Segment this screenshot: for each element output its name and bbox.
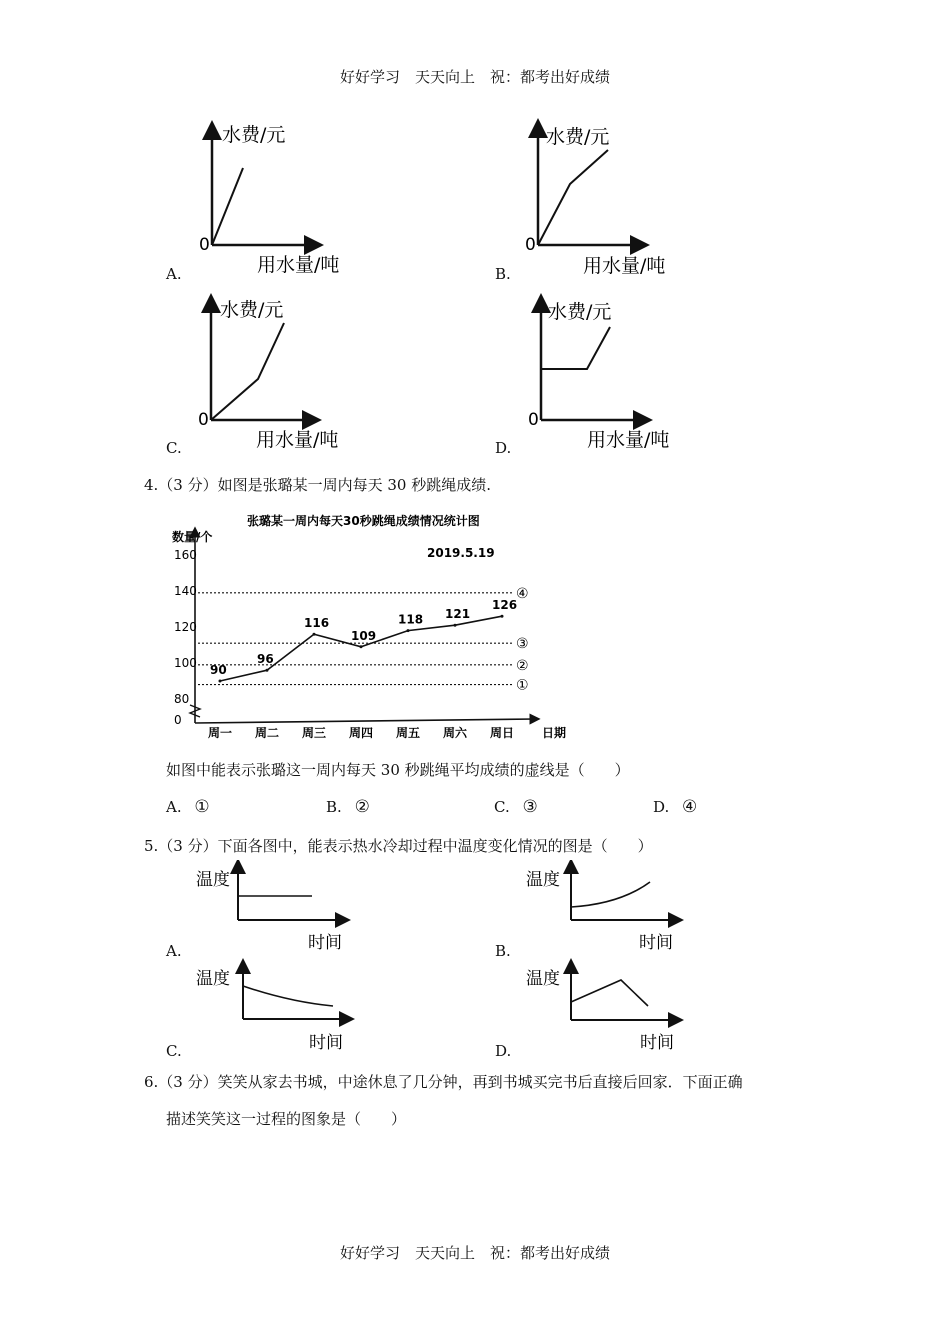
chart-xlabel: 日期: [542, 726, 567, 740]
x-tick-label: 周一: [208, 726, 233, 740]
data-label: 96: [257, 652, 274, 667]
chart-date: 2019.5.19: [427, 546, 495, 560]
q6-line1: 6.（3 分）笑笑从家去书城，中途休息了几分钟，再到书城买完书后直接后回家．下面正确: [144, 1073, 743, 1091]
q4-option-a-text: ①: [194, 797, 210, 817]
q5-option-b[interactable]: B.: [495, 942, 511, 960]
data-label: 90: [210, 663, 227, 677]
data-label: 121: [445, 607, 471, 622]
x-tick-label: 周五: [396, 726, 421, 740]
q5-option-c[interactable]: C.: [166, 1042, 182, 1060]
graph-a-origin: 0: [199, 235, 210, 255]
q3-graphs: [0, 0, 950, 470]
graph-d-ylabel: 水费/元: [548, 301, 612, 323]
q4-line-chart: [160, 505, 580, 750]
data-label: 109: [351, 628, 377, 643]
chart-title: 张璐某一周内每天30秒跳绳成绩情况统计图: [247, 514, 480, 528]
data-label: 116: [304, 616, 330, 631]
graph-d: [528, 301, 669, 451]
graph-b-ylabel: 水费/元: [546, 126, 610, 148]
temp-c-line: [243, 986, 333, 1006]
graph-c-xlabel: 用水量/吨: [256, 429, 339, 451]
page-footer: 好好学习 天天向上 祝：都考出好成绩: [339, 1244, 610, 1262]
reference-line-label: ②: [516, 657, 529, 674]
q5-stem: 5.（3 分）下面各图中，能表示热水冷却过程中温度变化情况的图是（ ）: [144, 837, 653, 855]
series-line: [220, 616, 502, 681]
graph-c-line: [211, 323, 284, 420]
q3-option-a[interactable]: A.: [166, 265, 182, 283]
data-point: [266, 669, 269, 672]
y-tick-label: 80: [174, 692, 190, 706]
q4-stem: 4.（3 分）如图是张璐某一周内每天 30 秒跳绳成绩.: [144, 476, 492, 494]
reference-line-label: ③: [516, 636, 529, 653]
graph-b-line: [538, 150, 608, 245]
y-tick-label: 120: [174, 620, 197, 634]
temp-b-xlabel: 时间: [639, 933, 673, 953]
q4-option-d-letter: D.: [653, 798, 670, 816]
x-tick-label: 周三: [302, 726, 327, 740]
q5-option-a[interactable]: A.: [166, 942, 182, 960]
graph-b-origin: 0: [525, 235, 536, 255]
q4-option-b-text: ②: [354, 797, 370, 817]
temp-graph-a: [196, 866, 343, 953]
data-label: 126: [492, 598, 518, 613]
x-tick-label: 周二: [255, 726, 280, 740]
chart-ylabel: 数量/个: [172, 530, 213, 544]
temp-c-xlabel: 时间: [309, 1033, 343, 1053]
temp-d-line: [571, 980, 648, 1006]
temp-d-ylabel: 温度: [526, 969, 560, 989]
data-point: [313, 633, 316, 636]
y-tick-label: 140: [174, 584, 197, 598]
graph-d-xlabel: 用水量/吨: [587, 429, 670, 451]
graph-c: [198, 299, 338, 451]
graph-c-ylabel: 水费/元: [220, 299, 284, 321]
data-point: [407, 629, 410, 632]
q4-question: 如图中能表示张璐这一周内每天 30 秒跳绳平均成绩的虚线是（ ）: [166, 761, 630, 779]
data-point: [360, 645, 363, 648]
graph-a-xlabel: 用水量/吨: [257, 254, 340, 276]
temp-a-ylabel: 温度: [196, 870, 230, 890]
graph-a-line: [212, 168, 243, 245]
reference-line-label: ④: [516, 585, 529, 602]
temp-graph-d: [526, 966, 676, 1053]
graph-d-origin: 0: [528, 410, 539, 430]
x-tick-label: 周日: [490, 726, 515, 740]
data-point: [501, 615, 504, 618]
graph-b: [525, 126, 665, 277]
temp-b-ylabel: 温度: [526, 870, 560, 890]
graph-c-origin: 0: [198, 410, 209, 430]
y-tick-label: 100: [174, 656, 197, 670]
data-label: 118: [398, 612, 424, 627]
q6-line2: 描述笑笑这一过程的图象是（ ）: [166, 1110, 407, 1128]
q4-option-c-text: ③: [522, 797, 538, 817]
q4-option-a[interactable]: [166, 797, 210, 817]
q4-option-d-text: ④: [682, 797, 698, 817]
chart-x-axis: [195, 719, 535, 723]
q3-option-c[interactable]: C.: [166, 439, 182, 457]
y-tick-label: 160: [174, 548, 197, 562]
graph-a-ylabel: 水费/元: [222, 124, 286, 146]
y-tick-label: 0: [174, 713, 182, 727]
graph-a: [199, 124, 339, 276]
q5-option-d[interactable]: D.: [495, 1042, 512, 1060]
data-point: [454, 624, 457, 627]
q3-option-b[interactable]: B.: [495, 265, 511, 283]
q5-graphs: [0, 860, 950, 1060]
axis-break: [190, 705, 200, 717]
temp-d-xlabel: 时间: [640, 1033, 674, 1053]
x-tick-label: 周四: [349, 726, 374, 740]
temp-c-ylabel: 温度: [196, 969, 230, 989]
graph-d-line: [541, 327, 610, 369]
q4-option-c[interactable]: [494, 797, 538, 817]
temp-b-line: [571, 882, 650, 907]
q4-option-a-letter: A.: [166, 798, 182, 816]
reference-line-label: ①: [516, 677, 529, 694]
temp-graph-b: [526, 866, 676, 953]
q4-option-d[interactable]: [653, 797, 697, 817]
graph-b-xlabel: 用水量/吨: [583, 255, 666, 277]
temp-graph-c: [196, 966, 347, 1053]
x-tick-label: 周六: [443, 726, 468, 740]
temp-a-xlabel: 时间: [308, 933, 342, 953]
q4-option-b[interactable]: [326, 797, 370, 817]
page-header: 好好学习 天天向上 祝：都考出好成绩: [339, 68, 610, 86]
q3-option-d[interactable]: D.: [495, 439, 512, 457]
data-point: [219, 680, 222, 683]
q4-option-c-letter: C.: [494, 798, 510, 816]
q4-option-b-letter: B.: [326, 798, 342, 816]
